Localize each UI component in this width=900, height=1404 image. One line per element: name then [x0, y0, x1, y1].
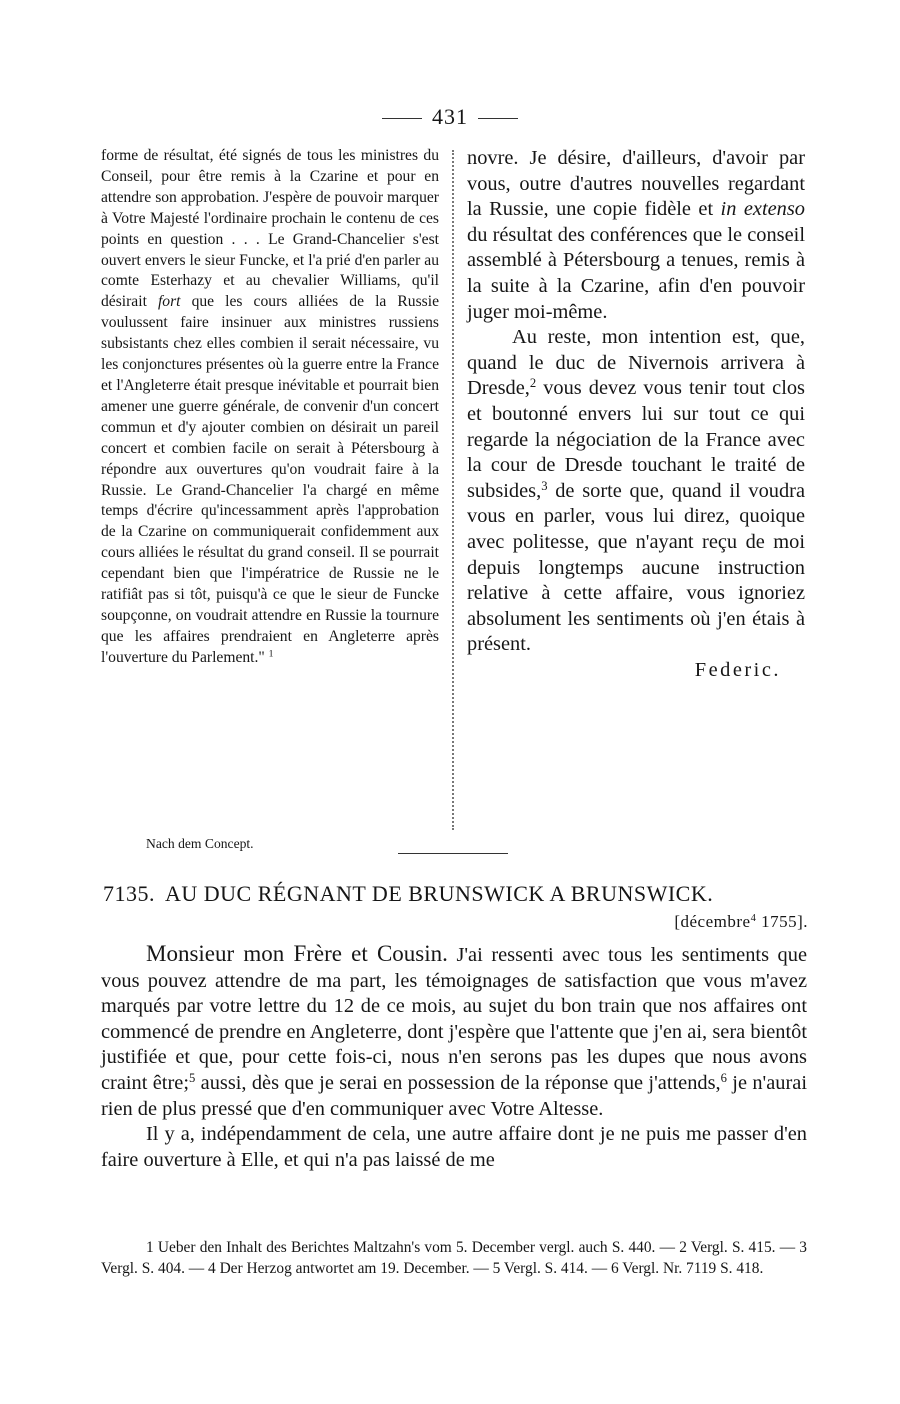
footnotes: [101, 1237, 807, 1279]
footnote-ref-6: 6: [720, 1071, 727, 1086]
left-dash: [382, 118, 422, 119]
section-divider: [398, 853, 508, 854]
right-dash: [478, 118, 518, 119]
footnote-text: 1 Ueber den Inhalt des Berichtes Maltzahn's vom 5. December vergl. auch S. 440. — 2 Vergl. S. 415. — 3 Vergl. S. 404. — 4 Der Herzog antwortet am 19. December. — 5 Vergl. S. 414. — 6 Vergl. Nr. 7119 S. 418.: [101, 1239, 807, 1277]
report-quote: forme de résultat, été signés de tous les ministres du Conseil, pour être remis à la Czarine et pour en attendre son approbation. J'espère de pouvoir marquer à Votre Majesté l'ordinaire prochain le contenu de ces points en question . . . Le Grand-Chancelier s'est ouvert envers le sieur Funcke, et l'a prié d'en parler au comte Esterhazy et au chevalier Williams, qu'il désirait fort que les cours alliées de la Russie voulussent faire insinuer aux ministres russiens subsistants chez elles combien il serait nécessaire, vu les conjonctures présentes où la guerre entre la France et l'Angleterre était presque inévitable et pourrait bien amener une guerre générale, de convenir d'un concert commun et d'y ajouter combien on désirait un pareil concert et combien facile on serait à Pétersbourg à répondre aux ouvertures qu'on voudrait faire à la Russie. Le Grand-Chancelier l'a chargé en même temps d'écrire qu'incessamment après l'approbation de la Czarine on communiquerait confidemment aux cours alliées le résultat du grand conseil. Il se pourrait cependant bien que l'impératrice de Russie ne le ratifiât pas si tôt, puisqu'à ce que le sieur de Funcke soupçonne, on voudrait attendre en Russie la tournure que les affaires prendraient en Angleterre après l'ouverture du Parlement." $^1$: [101, 147, 439, 666]
right-paragraph-2: Au reste, mon intention est, que, quand le duc de Nivernois arrivera à Dresde,$^2$ vous devez vous tenir tout clos et boutonné envers lui sur tout ce qui regarde la négociation de la France avec la cour de Dresde touchant le traité de subsides,$^3$ de sorte que, quand il voudra vous en parler, vous lui direz, quoique avec politesse, que n'ayant reçu de moi depuis longtemps aucune instruction relative à cette affaire, vous ignoriez absolument les sentiments où j'en étais à présent.: [467, 326, 805, 656]
letter-title: AU DUC RÉGNANT DE BRUNSWICK A BRUNSWICK.: [165, 881, 714, 906]
footnote-ref-3: 3: [541, 478, 548, 493]
signature: Federic.: [694, 658, 781, 681]
right-paragraph-1: novre. Je désire, d'ailleurs, d'avoir par vous, outre d'autres nouvelles regardant la Russie, une copie fidèle et in extenso du résultat des conférences que le conseil assemblé à Pétersbourg a tenues, remis à la suite à la Czarine, afin d'en pouvoir juger moi-même.: [467, 147, 805, 323]
salutation: Monsieur mon Frère et Cousin.: [146, 941, 448, 966]
column-separator: [452, 150, 454, 830]
letter-paragraph-2: Il y a, indépendamment de cela, une autre affaire dont je ne puis me passer d'en faire ouverture à Elle, et qui n'a pas laissé de me: [101, 1123, 807, 1171]
page-number-line: [0, 104, 900, 130]
letter-paragraph-1: Monsieur mon Frère et Cousin. J'ai ressenti avec tous les sentiments que vous pouvez attendre de ma part, les témoignages de satisfaction que vous m'avez marqués par votre lettre du 12 de ce mois, au sujet du bon train que nos affaires ont commencé de prendre en Angleterre, dont j'espère que l'attente que j'en ai, sera bientôt justifiée et que, pour cette fois-ci, nous n'en serons pas les dupes que nous avons craint être;$^5$ aussi, dès que je serai en possession de la réponse que j'attends,$^6$ je n'aurai rien de plus pressé que d'en communiquer avec Votre Altesse.: [101, 941, 807, 1120]
italic-in-extenso: in extenso: [720, 198, 805, 221]
footnote-ref-2: 2: [529, 376, 537, 391]
footnote-ref-1: 1: [268, 648, 274, 660]
letter-number: 7135.: [103, 881, 155, 906]
source-note: Nach dem Concept.: [146, 836, 254, 851]
right-column: [467, 146, 805, 683]
italic-fort: fort: [157, 293, 181, 311]
letter-date: [décembre$^4$ 1755].: [674, 912, 808, 931]
page-number: 431: [432, 104, 468, 129]
footnote-ref-5: 5: [188, 1071, 196, 1086]
footnote-ref-4: 4: [750, 913, 757, 925]
left-column: [101, 146, 439, 669]
letter-body: [101, 941, 807, 1173]
letter-heading: [103, 881, 813, 907]
